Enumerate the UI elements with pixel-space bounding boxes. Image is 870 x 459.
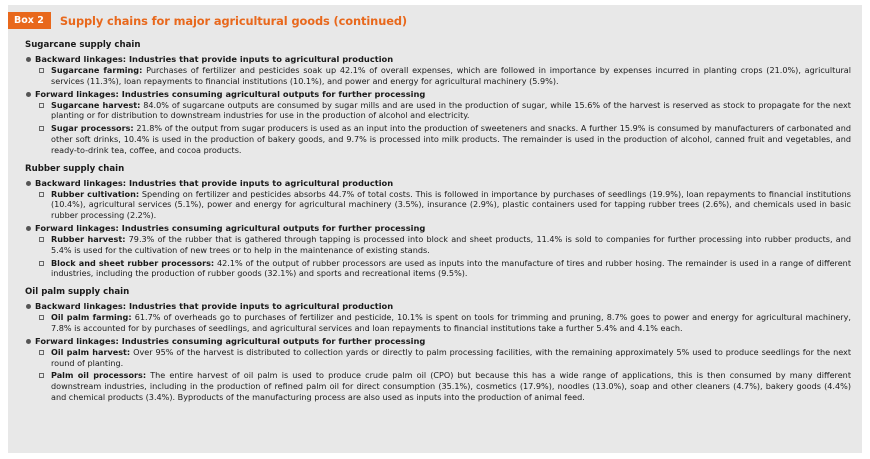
list-item (25, 312, 851, 334)
item-text: 84.0% of sugarcane outputs are consumed by sugar mills and are used in the production of sugar, while 15.6% of the harvest is reserved as stock to propagate for the next planting or for distribution to downstream industries for use in the production of alcohol and electricity. (51, 99, 851, 121)
square-bullet-icon (39, 103, 44, 108)
linkage-heading-text: Backward linkages: Industries that provide inputs to agricultural production (35, 177, 394, 188)
section-title: Rubber supply chain (25, 163, 125, 174)
square-bullet-icon (39, 192, 44, 197)
item-lead: Oil palm harvest: (51, 346, 131, 357)
box-title: Supply chains for major agricultural goods (continued) (59, 13, 407, 28)
box-panel (8, 5, 862, 453)
item-lead: Sugarcane farming: (51, 65, 143, 75)
item-lead: Rubber harvest: (51, 233, 126, 244)
linkage-heading-text: Backward linkages: Industries that provide inputs to agricultural production (35, 301, 394, 312)
linkage-heading (25, 336, 851, 347)
item-text: Purchases of fertilizer and pesticides soak up 42.1% of overall expenses, which are followed in importance by expenses incurred in planting crops (21.0%), agricultural services (11.3%), loan repayments to financial institutions (10.1%), and power and energy for agricultural machinery (5.9%). (51, 65, 851, 86)
item-lead: Oil palm farming: (51, 312, 132, 323)
section-sugarcane (25, 40, 851, 156)
list-item (25, 100, 851, 122)
linkage-heading (25, 178, 851, 189)
linkage-heading (25, 89, 851, 100)
item-text: 21.8% of the output from sugar producers is used as an input into the production of sweeteners and snacks. A further 15.9% is consumed by manufacturers of carbonated and other soft drinks, 10.4% is used in the production of bakery goods, and 9.7% is processed into milk products. The remainder is used in the production of alcohol, canned fruit and vegetables, and ready-to-drink tea, coffee, and cocoa products. (51, 123, 851, 155)
item-lead: Palm oil processors: (51, 370, 147, 381)
linkage-heading-text: Backward linkages: Industries that provide inputs to agricultural production (35, 54, 394, 64)
linkage-heading (25, 301, 851, 312)
bullet-icon (26, 304, 31, 309)
item-lead: Block and sheet rubber processors: (51, 257, 215, 268)
item-lead: Rubber cultivation: (51, 188, 140, 199)
square-bullet-icon (39, 68, 44, 73)
square-bullet-icon (39, 315, 44, 320)
item-text: Spending on fertilizer and pesticides absorbs 44.7% of total costs. This is followed in importance by purchases of seedlings (19.9%), loan repayments to financial institutions (10.4%), agricultural services (5.1%), power and energy for agricultural machinery (3.5%), insurance (2.9%), plastic containers used for tapping rubber trees (2.6%), and chemicals used in basic rubber processing (2.2%). (51, 188, 851, 221)
list-item (25, 65, 851, 87)
section-title: Sugarcane supply chain (25, 40, 141, 50)
linkage-heading-text: Forward linkages: Industries consuming agricultural outputs for further processing (35, 88, 426, 99)
item-text: 61.7% of overheads go to purchases of fertilizer and pesticide, 10.1% is spent on tools for trimming and pruning, 8.7% goes to power and energy for agricultural machinery, 7.8% is accounted for by purchases of seedlings, and agricultural services and loan repayments to financial institutions take a further 5.4% and 4.1% each. (51, 312, 851, 333)
square-bullet-icon (39, 261, 44, 266)
item-text: 42.1% of the output of rubber processors are used as inputs into the manufacture of tires and rubber hosing. The remainder is used in a range of different industries, including the production of rubber goods (32.1%) and sports and recreational items (9.5%). (51, 257, 851, 279)
linkage-heading-text: Forward linkages: Industries consuming agricultural outputs for further processing (35, 222, 426, 233)
square-bullet-icon (39, 237, 44, 242)
item-text: The entire harvest of oil palm is used to produce crude palm oil (CPO) but because this has a wide range of applications, this is then consumed by many different downstream industries, including in the production of refined palm oil for direct consumption (35.1%), cosmetics (17.9%), noodles (13.0%), soap and other cleaners (4.7%), bakery goods (4.4%) and chemical products (3.4%). Byproducts of the manufacturing process are also used as inputs into the production of animal feed. (51, 370, 851, 402)
linkage-heading (25, 223, 851, 234)
section-title: Oil palm supply chain (25, 287, 130, 298)
item-text: Over 95% of the harvest is distributed to collection yards or directly to palm processing facilities, with the remaining approximately 5% used to produce seedlings for the next round of planting. (51, 346, 851, 368)
list-item (25, 123, 851, 155)
linkage-heading (25, 54, 851, 65)
section-oil-palm (25, 287, 851, 403)
item-text: 79.3% of the rubber that is gathered through tapping is processed into block and sheet products, 11.4% is sold to companies for further processing into rubber products, and 5.4% is used for the cultivation of new trees or to help in the maintenance of existing stands. (51, 233, 851, 255)
square-bullet-icon (39, 350, 44, 355)
bullet-icon (26, 57, 31, 62)
box-content (25, 40, 851, 411)
bullet-icon (26, 92, 31, 97)
list-item (25, 189, 851, 221)
box-header (8, 12, 407, 29)
item-lead: Sugarcane harvest: (51, 99, 141, 110)
bullet-icon (26, 181, 31, 186)
square-bullet-icon (39, 126, 44, 131)
square-bullet-icon (39, 373, 44, 378)
section-rubber (25, 164, 851, 280)
list-item (25, 370, 851, 402)
bullet-icon (26, 339, 31, 344)
box-label: Box 2 (8, 12, 51, 29)
item-lead: Sugar processors: (51, 123, 134, 134)
bullet-icon (26, 226, 31, 231)
list-item (25, 258, 851, 280)
linkage-heading-text: Forward linkages: Industries consuming agricultural outputs for further processing (35, 335, 426, 346)
list-item (25, 347, 851, 369)
list-item (25, 234, 851, 256)
